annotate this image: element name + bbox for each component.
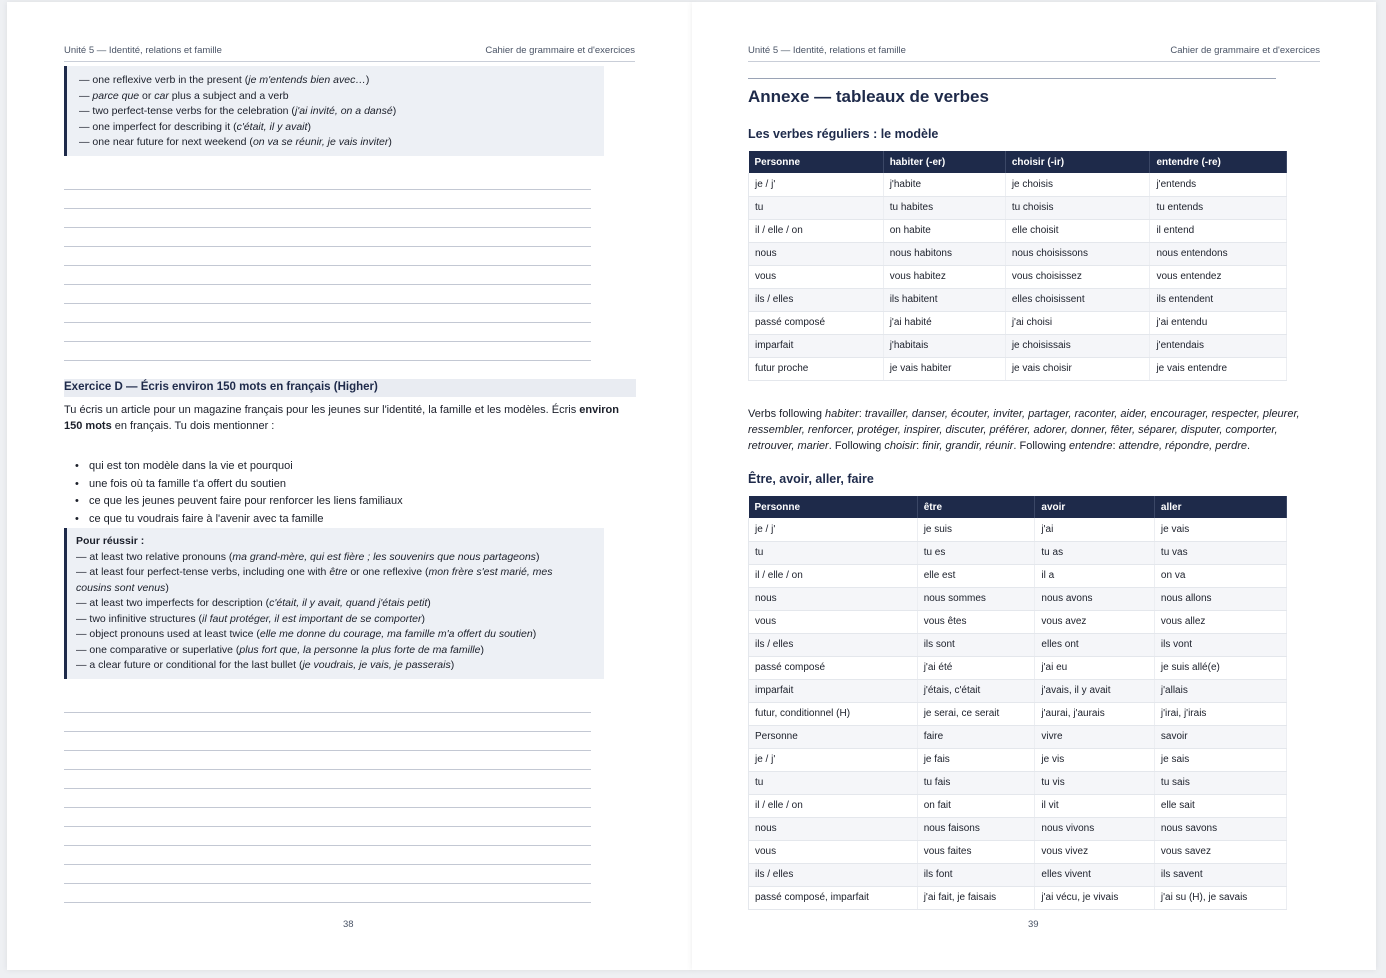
writing-line[interactable] (64, 246, 591, 247)
table-cell: vous (749, 265, 884, 288)
table-cell: passé composé (749, 311, 884, 334)
table-row (749, 288, 1287, 311)
writing-line[interactable] (64, 902, 591, 903)
table-cell: ils / elles (749, 633, 918, 656)
exercise-bullets (75, 458, 403, 528)
table-cell: ils vont (1154, 633, 1286, 656)
table-cell: elle choisit (1005, 219, 1150, 242)
table-cell: elles ont (1035, 633, 1155, 656)
running-header (64, 44, 635, 62)
writing-line[interactable] (64, 883, 591, 884)
tip-line: — one comparative or superlative (plus fort que, la personne la plus forte de ma famille) (76, 643, 484, 656)
table-cell: j'habitais (883, 334, 1005, 357)
table-cell: je choisis (1005, 173, 1150, 196)
table-cell: nous choisissons (1005, 242, 1150, 265)
verbs-following-note: Verbs following habiter: travailler, danser, écouter, inviter, partager, raconter, aider, encourager, respecter, pleurer, ressembler, renforcer, protéger, inspirer, discuter, préférer, adorer, donner, fêter, séparer, disputer, comporter, retrouver, marier. Following choisir: finir, grandir, réunir. Following entendre: attendre, répondre, perdre. (748, 408, 1300, 452)
table-cell: nous vivons (1035, 817, 1155, 840)
table-cell: tu as (1035, 541, 1155, 564)
table-cell: vous allez (1154, 610, 1286, 633)
table-cell: je fais (917, 748, 1035, 771)
table-cell: nous entendons (1150, 242, 1287, 265)
table-cell: tu vis (1035, 771, 1155, 794)
running-header (748, 44, 1320, 62)
table-row (749, 357, 1287, 380)
table-row (749, 196, 1287, 219)
table-cell: nous sommes (917, 587, 1035, 610)
table-cell: j'ai su (H), je savais (1154, 886, 1286, 909)
page-left (7, 2, 693, 970)
writing-line[interactable] (64, 788, 591, 789)
checklist-callout (64, 66, 604, 156)
section-title-regular: Les verbes réguliers : le modèle (748, 127, 939, 141)
list-item: • qui est ton modèle dans la vie et pourquoi (75, 458, 403, 476)
list-item: • une fois où ta famille t'a offert du soutien (75, 476, 403, 494)
table-cell: futur proche (749, 357, 884, 380)
writing-line[interactable] (64, 360, 591, 361)
table-cell: je sais (1154, 748, 1286, 771)
writing-line[interactable] (64, 845, 591, 846)
table-cell: elle sait (1154, 794, 1286, 817)
table-cell: j'ai eu (1035, 656, 1155, 679)
writing-line[interactable] (64, 864, 591, 865)
table-cell: vous savez (1154, 840, 1286, 863)
table-cell: nous allons (1154, 587, 1286, 610)
irregular-verbs-table (748, 496, 1287, 910)
table-row (749, 311, 1287, 334)
table-row (749, 748, 1287, 771)
exercise-instruction: Tu écris un article pour un magazine français pour les jeunes sur l'identité, la famille et les modèles. Écris environ 150 mots en français. Tu dois mentionner : (64, 404, 619, 432)
table-cell: je choisissais (1005, 334, 1150, 357)
table-cell: je serai, ce serait (917, 702, 1035, 725)
table-cell: il a (1035, 564, 1155, 587)
table-cell: j'ai fait, je faisais (917, 886, 1035, 909)
table-cell: vous habitez (883, 265, 1005, 288)
table-cell: tu (749, 196, 884, 219)
table-cell: tu entends (1150, 196, 1287, 219)
writing-line[interactable] (64, 807, 591, 808)
table-cell: je suis allé(e) (1154, 656, 1286, 679)
column-header: Personne (749, 151, 884, 173)
header-book: Cahier de grammaire et d'exercices (1170, 45, 1320, 56)
table-cell: ils font (917, 863, 1035, 886)
tip-line: — object pronouns used at least twice (elle me donne du courage, ma famille m'a offert du soutien) (76, 628, 537, 640)
table-row (749, 541, 1287, 564)
table-cell: j'étais, c'était (917, 679, 1035, 702)
table-row (749, 679, 1287, 702)
checklist-line: — one near future for next weekend (on va se réunir, je vais inviter) (79, 136, 392, 148)
table-cell: ils / elles (749, 288, 884, 311)
table-cell: tu choisis (1005, 196, 1150, 219)
table-row (749, 518, 1287, 541)
table-cell: j'ai choisi (1005, 311, 1150, 334)
table-cell: vous êtes (917, 610, 1035, 633)
table-row (749, 771, 1287, 794)
checklist-line: — one imperfect for describing it (c'était, il y avait) (79, 120, 311, 133)
table-header-row (749, 496, 1287, 518)
table-row (749, 610, 1287, 633)
table-cell: nous (749, 242, 884, 265)
column-header: être (917, 496, 1035, 518)
table-cell: vous faites (917, 840, 1035, 863)
table-cell: passé composé (749, 656, 918, 679)
table-cell: ils entendent (1150, 288, 1287, 311)
page-title: Annexe — tableaux de verbes (748, 87, 989, 106)
table-cell: j'entends (1150, 173, 1287, 196)
table-cell: savoir (1154, 725, 1286, 748)
table-cell: j'ai habité (883, 311, 1005, 334)
table-cell: il / elle / on (749, 219, 884, 242)
table-cell: j'ai été (917, 656, 1035, 679)
header-unit: Unité 5 — Identité, relations et famille (748, 45, 906, 56)
table-header-row (749, 151, 1287, 173)
table-cell: j'habite (883, 173, 1005, 196)
table-cell: faire (917, 725, 1035, 748)
regular-verbs-table (748, 151, 1287, 381)
column-header: choisir (-ir) (1005, 151, 1150, 173)
table-cell: je / j' (749, 748, 918, 771)
tip-line: cousins sont venus) (76, 581, 169, 594)
column-header: entendre (-re) (1150, 151, 1287, 173)
table-cell: ils savent (1154, 863, 1286, 886)
table-cell: je / j' (749, 173, 884, 196)
table-cell: j'ai entendu (1150, 311, 1287, 334)
tip-line: — at least two relative pronouns (ma grand-mère, qui est fière ; les souvenirs que nous partageons) (76, 550, 540, 563)
table-cell: je vais (1154, 518, 1286, 541)
tip-line: — at least four perfect-tense verbs, including one with être or one reflexive (mon frère s'est marié, mes (76, 566, 553, 578)
table-cell: futur, conditionnel (H) (749, 702, 918, 725)
checklist-line: — one reflexive verb in the present (je m'entends bien avec…) (79, 74, 370, 86)
title-rule (748, 78, 1276, 79)
writing-line[interactable] (64, 265, 591, 266)
tip-line: — two infinitive structures (il faut protéger, il est important de se comporter) (76, 612, 425, 625)
table-row (749, 817, 1287, 840)
table-row (749, 633, 1287, 656)
writing-line[interactable] (64, 826, 591, 827)
table-cell: vous choisissez (1005, 265, 1150, 288)
checklist-line: — two perfect-tense verbs for the celebration (j'ai invité, on a dansé) (79, 105, 397, 117)
table-row (749, 840, 1287, 863)
exercise-d-title: Exercice D — Écris environ 150 mots en français (Higher) (64, 379, 636, 397)
table-cell: nous habitons (883, 242, 1005, 265)
table-cell: vous (749, 610, 918, 633)
table-row (749, 702, 1287, 725)
table-cell: vous entendez (1150, 265, 1287, 288)
table-cell: on habite (883, 219, 1005, 242)
writing-line[interactable] (64, 189, 591, 190)
writing-line[interactable] (64, 208, 591, 209)
column-header: aller (1154, 496, 1286, 518)
table-cell: on va (1154, 564, 1286, 587)
table-cell: imparfait (749, 679, 918, 702)
writing-line[interactable] (64, 227, 591, 228)
table-cell: tu (749, 771, 918, 794)
table-cell: vous avez (1035, 610, 1155, 633)
table-cell: nous savons (1154, 817, 1286, 840)
table-cell: vous (749, 840, 918, 863)
page-number: 39 (1028, 919, 1039, 930)
table-cell: elles choisissent (1005, 288, 1150, 311)
table-cell: on fait (917, 794, 1035, 817)
table-row (749, 886, 1287, 909)
table-cell: ils habitent (883, 288, 1005, 311)
table-cell: tu es (917, 541, 1035, 564)
table-cell: je vais habiter (883, 357, 1005, 380)
table-row (749, 564, 1287, 587)
table-cell: j'entendais (1150, 334, 1287, 357)
table-cell: tu vas (1154, 541, 1286, 564)
table-cell: il / elle / on (749, 794, 918, 817)
table-cell: je vis (1035, 748, 1155, 771)
table-cell: Personne (749, 725, 918, 748)
table-cell: tu fais (917, 771, 1035, 794)
column-header: habiter (-er) (883, 151, 1005, 173)
table-cell: vivre (1035, 725, 1155, 748)
table-cell: je / j' (749, 518, 918, 541)
table-row (749, 173, 1287, 196)
table-cell: j'irai, j'irais (1154, 702, 1286, 725)
table-cell: elles vivent (1035, 863, 1155, 886)
table-row (749, 725, 1287, 748)
writing-line[interactable] (64, 769, 591, 770)
table-cell: j'ai (1035, 518, 1155, 541)
table-cell: imparfait (749, 334, 884, 357)
table-cell: j'avais, il y avait (1035, 679, 1155, 702)
writing-line[interactable] (64, 284, 591, 285)
writing-line[interactable] (64, 341, 591, 342)
table-cell: ils sont (917, 633, 1035, 656)
column-header: Personne (749, 496, 918, 518)
writing-line[interactable] (64, 322, 591, 323)
table-cell: je vais choisir (1005, 357, 1150, 380)
page-number: 38 (343, 919, 354, 930)
table-cell: j'ai vécu, je vivais (1035, 886, 1155, 909)
table-cell: nous faisons (917, 817, 1035, 840)
page-right (692, 2, 1376, 970)
tip-line: — at least two imperfects for description (c'était, il y avait, quand j'étais petit) (76, 597, 431, 609)
table-cell: je vais entendre (1150, 357, 1287, 380)
tip-line: — a clear future or conditional for the last bullet (je voudrais, je vais, je passerais) (76, 659, 455, 671)
table-row (749, 265, 1287, 288)
table-row (749, 242, 1287, 265)
table-cell: il / elle / on (749, 564, 918, 587)
table-cell: j'allais (1154, 679, 1286, 702)
table-row (749, 587, 1287, 610)
table-cell: il entend (1150, 219, 1287, 242)
table-cell: nous (749, 817, 918, 840)
table-cell: nous (749, 587, 918, 610)
section-title-irregular: Être, avoir, aller, faire (748, 472, 874, 486)
column-header: avoir (1035, 496, 1155, 518)
table-row (749, 794, 1287, 817)
table-cell: j'aurai, j'aurais (1035, 702, 1155, 725)
table-cell: tu habites (883, 196, 1005, 219)
tips-title: Pour réussir : (76, 535, 145, 547)
table-cell: passé composé, imparfait (749, 886, 918, 909)
table-cell: nous avons (1035, 587, 1155, 610)
header-unit: Unité 5 — Identité, relations et famille (64, 45, 222, 56)
header-book: Cahier de grammaire et d'exercices (485, 45, 635, 56)
list-item: • ce que les jeunes peuvent faire pour renforcer les liens familiaux (75, 493, 403, 511)
table-row (749, 656, 1287, 679)
checklist-line: — parce que or car plus a subject and a verb (79, 89, 289, 102)
table-cell: tu (749, 541, 918, 564)
table-cell: ils / elles (749, 863, 918, 886)
table-row (749, 863, 1287, 886)
writing-line[interactable] (64, 731, 591, 732)
writing-line[interactable] (64, 712, 591, 713)
tips-callout (64, 528, 604, 679)
table-cell: il vit (1035, 794, 1155, 817)
table-cell: elle est (917, 564, 1035, 587)
table-row (749, 334, 1287, 357)
table-cell: vous vivez (1035, 840, 1155, 863)
writing-line[interactable] (64, 303, 591, 304)
table-cell: tu sais (1154, 771, 1286, 794)
writing-line[interactable] (64, 750, 591, 751)
table-cell: je suis (917, 518, 1035, 541)
table-row (749, 219, 1287, 242)
list-item: • ce que tu voudrais faire à l'avenir avec ta famille (75, 511, 403, 529)
